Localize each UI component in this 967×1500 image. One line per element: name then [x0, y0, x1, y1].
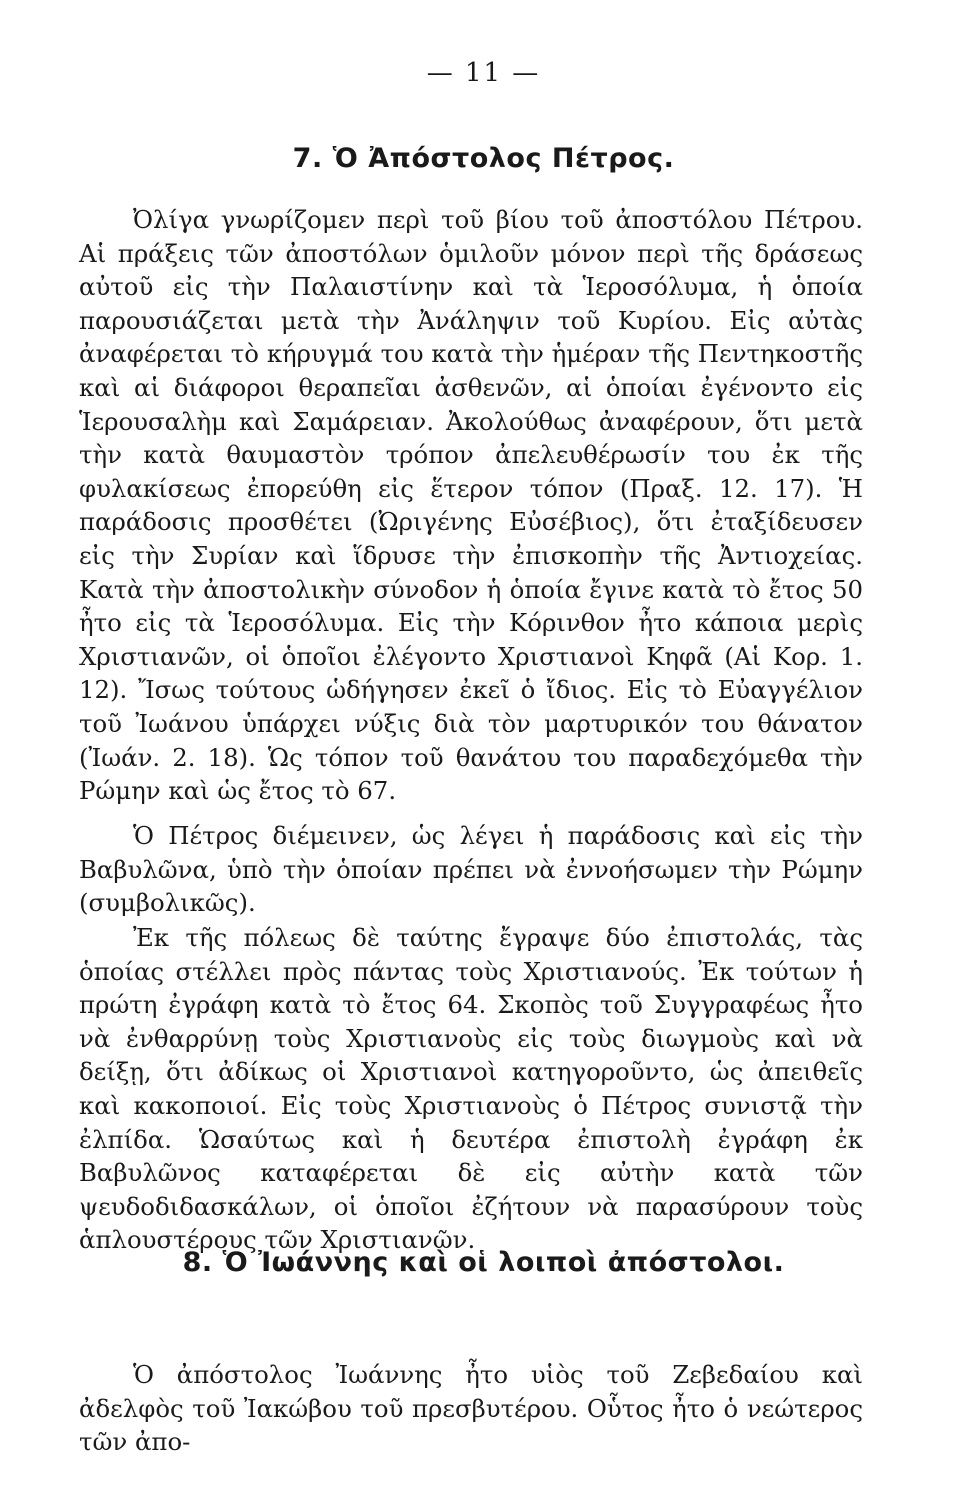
section-heading-apostle-peter: 7. Ὁ Ἀπόστολος Πέτρος. — [292, 143, 675, 174]
section-heading-john-and-apostles: 8. Ὁ Ἰωάννης καὶ οἱ λοιποὶ ἀπόστολοι. — [182, 1247, 785, 1278]
paragraph-peter-life: Ὀλίγα γνωρίζομεν περὶ τοῦ βίου τοῦ ἀποστόλου Πέτρου. Αἱ πράξεις τῶν ἀποστόλων ὁμιλοῦν μόνον περὶ τῆς δράσεως αὐτοῦ εἰς τὴν Παλαιστίνην καὶ τὰ Ἱεροσόλυμα, ἡ ὁποία παρουσιάζεται μετὰ τὴν Ἀνάληψιν τοῦ Κυρίου. Εἰς αὐτὰς ἀναφέρεται τὸ κήρυγμά του κατὰ τὴν ἡμέραν τῆς Πεντηκοστῆς καὶ αἱ διάφοροι θεραπεῖαι ἀσθενῶν, αἱ ὁποίαι ἐγένοντο εἰς Ἱερουσαλὴμ καὶ Σαμάρειαν. Ἀκολούθως ἀναφέρουν, ὅτι μετὰ τὴν κατὰ θαυμαστὸν τρόπον ἀπελευθέρωσίν του ἐκ τῆς φυλακίσεως ἐπορεύθη εἰς ἕτερον τόπον (Πραξ. 12. 17). Ἡ παράδοσις προσθέτει (Ὠριγένης Εὐσέβιος), ὅτι ἐταξίδευσεν εἰς τὴν Συρίαν καὶ ἵδρυσε τὴν ἐπισκοπὴν τῆς Ἀντιοχείας. Κατὰ τὴν ἀποστολικὴν σύνοδον ἡ ὁποία ἔγινε κατὰ τὸ ἔτος 50 ἦτο εἰς τὰ Ἱεροσόλυμα. Εἰς τὴν Κόρινθον ἦτο κάποια μερὶς Χριστιανῶν, οἱ ὁποῖοι ἐλέγοντο Χριστιανοὶ Κηφᾶ (Αἱ Κορ. 1. 12). Ἴσως τούτους ὡδήγησεν ἐκεῖ ὁ ἴδιος. Εἰς τὸ Εὐαγγέλιον τοῦ Ἰωάνου ὑπάρχει νύξις διὰ τὸν μαρτυρικόν του θάνατον (Ἰωάν. 2. 18). Ὡς τόπον τοῦ θανάτου του παραδεχόμεθα τὴν Ρώμην καὶ ὡς ἔτος τὸ 67. — [79, 205, 863, 806]
page-number: — 11 — — [426, 58, 541, 88]
paragraph-john-intro: Ὁ ἀπόστολος Ἰωάννης ἦτο υἱὸς τοῦ Ζεβεδαίου καὶ ἀδελφὸς τοῦ Ἰακώβου τοῦ πρεσβυτέρου. Οὗτος ἦτο ὁ νεώτερος τῶν ἀπο- — [79, 1360, 863, 1457]
paragraph-peter-epistles: Ἐκ τῆς πόλεως δὲ ταύτης ἔγραψε δύο ἐπιστολάς, τὰς ὁποίας στέλλει πρὸς πάντας τοὺς Χριστιανούς. Ἐκ τούτων ἡ πρώτη ἐγράφη κατὰ τὸ ἔτος 64. Σκοπὸς τοῦ Συγγραφέως ἦτο νὰ ἐνθαρρύνῃ τοὺς Χριστιανοὺς εἰς τοὺς διωγμοὺς καὶ νὰ δείξῃ, ὅτι ἀδίκως οἱ Χριστιανοὶ κατηγοροῦντο, ὡς ἀπειθεῖς καὶ κακοποιοί. Εἰς τοὺς Χριστιανοὺς ὁ Πέτρος συνιστᾷ τὴν ἐλπίδα. Ὡσαύτως καὶ ἡ δευτέρα ἐπιστολὴ ἐγράφη ἐκ Βαβυλῶνος καταφέρεται δὲ εἰς αὐτὴν κατὰ τῶν ψευδοδιδασκάλων, οἱ ὁποῖοι ἐζήτουν νὰ παρασύρουν τοὺς ἁπλουστέρους τῶν Χριστιανῶν. — [79, 923, 863, 1255]
paragraph-peter-babylon: Ὁ Πέτρος διέμεινεν, ὡς λέγει ἡ παράδοσις καὶ εἰς τὴν Βαβυλῶνα, ὑπὸ τὴν ὁποίαν πρέπει νὰ ἐννοήσωμεν τὴν Ρώμην (συμβολικῶς). — [79, 821, 863, 918]
